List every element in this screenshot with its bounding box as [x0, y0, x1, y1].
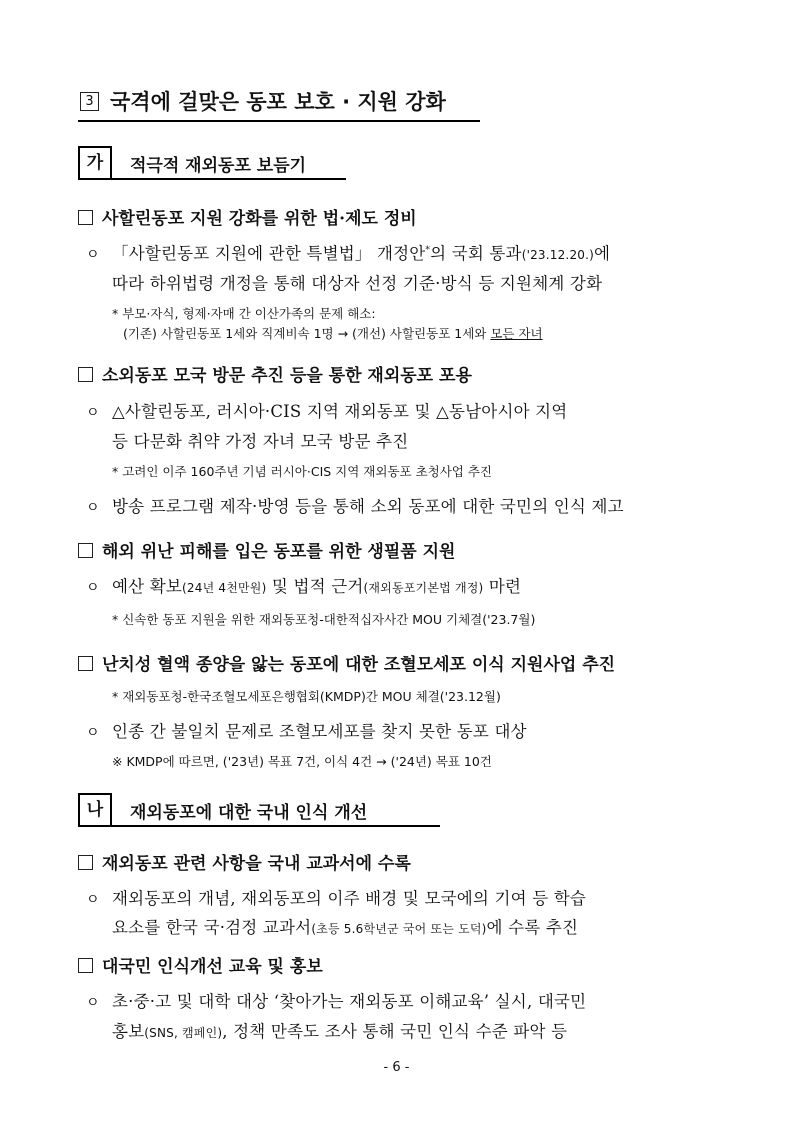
bullet-icon: ㅇ [86, 995, 100, 1011]
bullet-icon: ㅇ [86, 247, 100, 263]
bullet-line: ㅇ 예산 확보(24년 4천만원) 및 법적 근거(재외동포기본법 개정) 마련 [86, 577, 522, 596]
bullet-continuation: 홍보(SNS, 캠페인), 정책 만족도 조사 통해 국민 인식 수준 파악 등 [112, 1022, 568, 1041]
footnote: (기존) 사할린동포 1세와 직계비속 1명 → (개선) 사할린동포 1세와 모든 자녀 [123, 326, 543, 341]
subsection-underline [78, 825, 440, 827]
footnote: * 고려인 이주 160주년 기념 러시아·CIS 지역 재외동포 초청사업 추진 [112, 464, 492, 479]
bullet-line: ㅇ 「사할린동포 지원에 관한 특별법」 개정안*의 국회 통과('23.12.20.)에 [86, 244, 611, 263]
checkbox-heading: 재외동포 관련 사항을 국내 교과서에 수록 [78, 849, 411, 874]
bullet-line: ㅇ 재외동포의 개념, 재외동포의 이주 배경 및 모국에의 기여 등 학습 [86, 889, 587, 908]
checkbox-icon [78, 656, 93, 671]
bullet-icon: ㅇ [86, 500, 100, 516]
subsection-letter: 가 [78, 146, 112, 180]
checkbox-icon [78, 855, 93, 870]
bullet-icon: ㅇ [86, 580, 100, 596]
checkbox-icon [78, 543, 93, 558]
checkbox-heading: 대국민 인식개선 교육 및 홍보 [78, 952, 323, 977]
bullet-icon: ㅇ [86, 405, 100, 421]
subsection-title: 재외동포에 대한 국내 인식 개선 [130, 803, 368, 823]
checkbox-heading: 소외동포 모국 방문 추진 등을 통한 재외동포 포용 [78, 361, 472, 386]
subsection-heading-b [78, 793, 440, 827]
page-number: - 6 - [383, 1060, 410, 1075]
checkbox-icon [78, 367, 93, 382]
bullet-icon: ㅇ [86, 725, 100, 741]
bullet-line: ㅇ 방송 프로그램 제작·방영 등을 통해 소외 동포에 대한 국민의 인식 제고 [86, 497, 624, 516]
footnote: * 신속한 동포 지원을 위한 재외동포청-대한적십자사간 MOU 기체결('23.7월) [112, 612, 536, 627]
bullet-continuation: 요소를 한국 국·검정 교과서(초등 5.6학년군 국어 또는 도덕)에 수록 추진 [112, 918, 579, 937]
section-number: 3 [80, 92, 99, 111]
bullet-icon: ㅇ [86, 892, 100, 908]
checkbox-icon [78, 958, 93, 973]
bullet-continuation: 따라 하위법령 개정을 통해 대상자 선정 기준·방식 등 지원체계 강화 [112, 274, 603, 293]
reference-note: ※ KMDP에 따르면, ('23년) 목표 7건, 이식 4건 → ('24년) 목표 10건 [112, 754, 492, 769]
checkbox-heading: 해외 위난 피해를 입은 동포를 위한 생필품 지원 [78, 537, 455, 562]
footnote: * 재외동포청-한국조혈모세포은행협회(KMDP)간 MOU 체결('23.12월) [112, 689, 501, 704]
bullet-continuation: 등 다문화 취약 가정 자녀 모국 방문 추진 [112, 432, 409, 451]
subsection-title: 적극적 재외동포 보듬기 [130, 156, 307, 176]
checkbox-icon [78, 210, 93, 225]
bullet-line: ㅇ △사할린동포, 러시아·CIS 지역 재외동포 및 △동남아시아 지역 [86, 402, 568, 421]
subsection-heading-a [78, 146, 346, 180]
section-heading [78, 82, 480, 122]
section-title: 국격에 걸맞은 동포 보호 · 지원 강화 [110, 90, 446, 114]
bullet-line: ㅇ 인종 간 불일치 문제로 조혈모세포를 찾지 못한 동포 대상 [86, 722, 527, 741]
subsection-letter: 나 [78, 793, 112, 827]
bullet-line: ㅇ 초·중·고 및 대학 대상 ‘찾아가는 재외동포 이해교육’ 실시, 대국민 [86, 992, 587, 1011]
checkbox-heading: 난치성 혈액 종양을 앓는 동포에 대한 조혈모세포 이식 지원사업 추진 [78, 650, 615, 675]
checkbox-heading: 사할린동포 지원 강화를 위한 법·제도 정비 [78, 204, 417, 229]
footnote: * 부모·자식, 형제·자매 간 이산가족의 문제 해소: [112, 306, 376, 321]
subsection-underline [78, 178, 346, 180]
